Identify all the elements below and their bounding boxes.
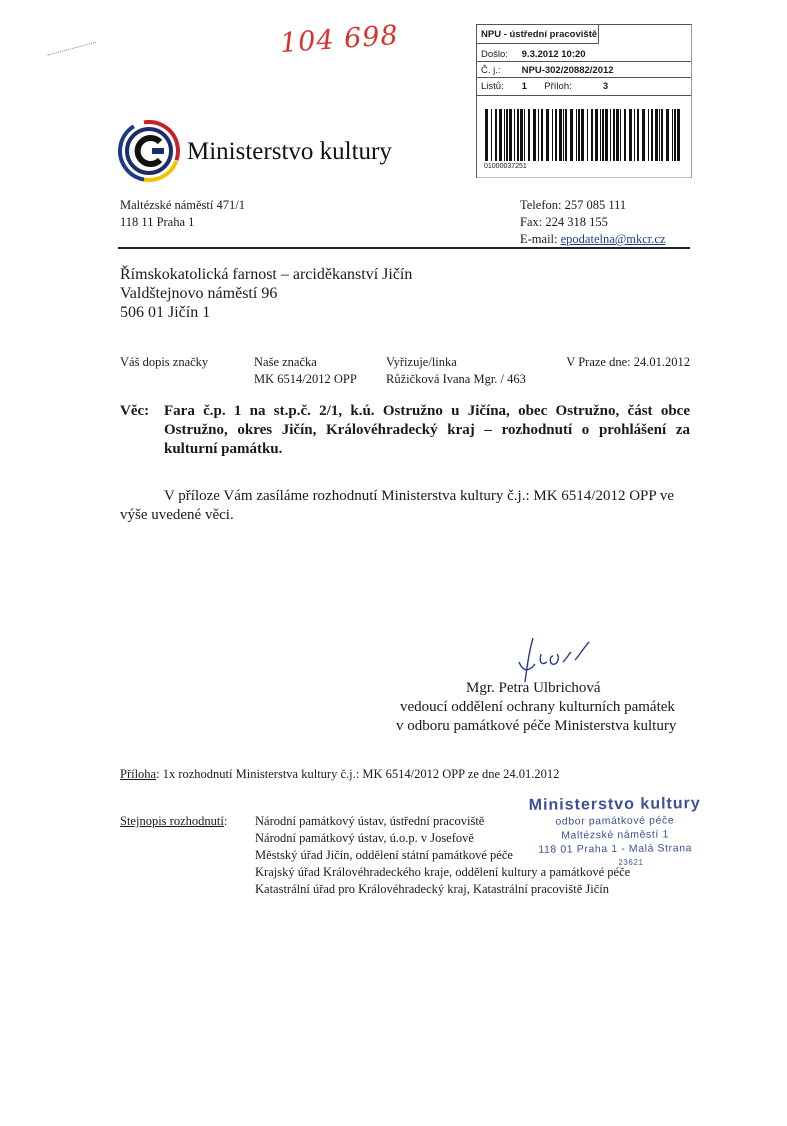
registry-stamp xyxy=(476,24,692,178)
stamp-row-sheets xyxy=(481,81,608,92)
our-ref-value: MK 6514/2012 OPP xyxy=(254,372,357,386)
signatory-name: Mgr. Petra Ulbrichová xyxy=(466,680,601,696)
letter-date: V Praze dne: 24.01.2012 xyxy=(566,355,690,369)
handwritten-number: 104 698 xyxy=(279,19,400,60)
barcode-bar xyxy=(520,109,523,161)
our-ref-label: Naše značka xyxy=(254,355,317,369)
subject-label: Věc: xyxy=(120,403,150,419)
sender-fax: Fax: 224 318 155 xyxy=(520,215,608,229)
barcode-bar xyxy=(605,109,608,161)
ministry-stamp-line5: 23621 xyxy=(618,857,644,867)
barcode-bar xyxy=(587,109,588,161)
copies-label: Stejnopis rozhodnutí xyxy=(120,814,224,828)
barcode-bar xyxy=(629,109,632,161)
barcode-bar xyxy=(509,109,512,161)
sender-email-link[interactable]: epodatelna@mkcr.cz xyxy=(560,232,666,246)
barcode-bar xyxy=(661,109,663,161)
stamp-row-received xyxy=(481,49,586,60)
barcode-bar xyxy=(655,109,658,161)
sender-contacts xyxy=(520,197,666,248)
barcode-bar xyxy=(666,109,669,161)
signatory-title1: vedoucí oddělení ochrany kulturních památek xyxy=(400,699,675,715)
barcode-bar xyxy=(552,109,553,161)
ministry-stamp-line4: 118 01 Praha 1 - Malá Strana xyxy=(538,842,693,856)
sender-email-row xyxy=(520,231,666,248)
barcode-bar xyxy=(524,109,525,161)
barcode-bar xyxy=(528,109,530,161)
barcode-bar xyxy=(642,109,645,161)
stamp-label: Příloh: xyxy=(544,81,572,92)
barcode-bar xyxy=(555,109,557,161)
copies-label-row xyxy=(120,813,227,830)
stamp-value: 1 xyxy=(521,81,527,92)
barcode-bar xyxy=(504,109,505,161)
barcode-bar xyxy=(659,109,660,161)
barcode-bar xyxy=(616,109,619,161)
barcode-bar xyxy=(559,109,562,161)
barcode-bar xyxy=(538,109,539,161)
list-item: Krajský úřad Královéhradeckého kraje, oddělení kultury a památkové péče xyxy=(255,865,631,879)
ministry-stamp xyxy=(500,795,731,871)
signatory-title2: v odboru památkové péče Ministerstva kultury xyxy=(396,718,677,734)
stamp-row-reference xyxy=(481,65,614,76)
our-ref xyxy=(254,354,357,388)
handler xyxy=(386,354,526,388)
stamp-label: Č. j.: xyxy=(481,65,501,76)
stamp-divider xyxy=(477,95,691,96)
barcode-bar xyxy=(485,109,488,161)
attachment-text: : 1x rozhodnutí Ministerstva kultury č.j.: MK 6514/2012 OPP ze dne 24.01.2012 xyxy=(156,767,560,781)
stamp-title: NPU - ústřední pracoviště xyxy=(481,29,598,40)
recipient-line3: 506 01 Jičín 1 xyxy=(120,304,211,321)
recipient-line1: Římskokatolická farnost – arciděkanství Jičín xyxy=(120,266,413,283)
handler-value: Růžičková Ivana Mgr. / 463 xyxy=(386,372,526,386)
barcode-bar xyxy=(578,109,580,161)
barcode-bar xyxy=(581,109,584,161)
recipient-line2: Valdštejnovo náměstí 96 xyxy=(120,285,278,302)
list-item: Národní památkový ústav, ú.o.p. v Josefově xyxy=(255,831,474,845)
ministry-logo-icon xyxy=(118,120,180,182)
sender-address xyxy=(120,197,245,231)
barcode-bar xyxy=(541,109,543,161)
subject-text: Fara č.p. 1 na st.p.č. 2/1, k.ú. Ostružno u Jičína, obec Ostružno, část obce Ostružno, okres Jičín, Královéhradecký kraj – rozhodnutí o prohlášení za kulturní památku. xyxy=(164,403,690,457)
stamp-label: Došlo: xyxy=(481,49,508,60)
body-paragraph: V příloze Vám zasíláme rozhodnutí Ministerstva kultury č.j.: MK 6514/2012 OPP ve výše uvedené věci. xyxy=(120,488,675,523)
ministry-name: Ministerstvo kultury xyxy=(187,138,392,165)
copies-colon: : xyxy=(223,814,228,828)
sender-address-line2: 118 11 Praha 1 xyxy=(120,215,195,229)
barcode-bar xyxy=(576,109,577,161)
list-item: Katastrální úřad pro Královéhradecký kraj, Katastrální pracoviště Jičín xyxy=(255,882,610,896)
barcode-bar xyxy=(620,109,621,161)
barcode-bar xyxy=(570,109,573,161)
sender-email-label: E-mail: xyxy=(520,232,558,246)
attachment-label: Příloha xyxy=(120,767,157,781)
stamp-value: NPU-302/20882/2012 xyxy=(521,65,614,76)
stamp-value: 3 xyxy=(602,81,609,92)
barcode-bar xyxy=(491,109,492,161)
sender-address-line1: Maltézské náměstí 471/1 xyxy=(120,198,245,212)
barcode xyxy=(483,109,687,161)
barcode-bar xyxy=(648,109,649,161)
barcode-bar xyxy=(637,109,639,161)
ministry-stamp-line2: odbor památkové péče xyxy=(555,814,675,828)
handler-label: Vyřizuje/linka xyxy=(386,355,457,369)
barcode-bar xyxy=(595,109,598,161)
barcode-bar xyxy=(506,109,508,161)
barcode-bar xyxy=(517,109,519,161)
recipient-address xyxy=(120,265,412,322)
barcode-bar xyxy=(672,109,673,161)
barcode-bar xyxy=(563,109,564,161)
stamp-value: 9.3.2012 10:20 xyxy=(521,49,586,60)
ministry-stamp-line3: Maltézské náměstí 1 xyxy=(561,828,669,842)
list-item: Městský úřad Jičín, oddělení státní památkové péče xyxy=(255,848,513,862)
scan-smudge xyxy=(47,42,98,66)
barcode-bar xyxy=(565,109,567,161)
barcode-bar xyxy=(634,109,635,161)
stamp-divider xyxy=(477,61,691,62)
subject xyxy=(120,402,690,459)
list-item: Národní památkový ústav, ústřední pracoviště xyxy=(255,814,485,828)
header-divider xyxy=(118,247,690,249)
barcode-number: 01000037251 xyxy=(484,163,527,170)
barcode-bar xyxy=(533,109,536,161)
stamp-divider xyxy=(477,77,691,78)
stamp-label: Listů: xyxy=(481,81,504,92)
barcode-bar xyxy=(610,109,611,161)
barcode-bar xyxy=(591,109,593,161)
barcode-bar xyxy=(651,109,653,161)
barcode-bar xyxy=(624,109,626,161)
ministry-stamp-line1: Ministerstvo kultury xyxy=(528,795,701,814)
sender-phone: Telefon: 257 085 111 xyxy=(520,198,627,212)
barcode-bar xyxy=(499,109,502,161)
barcode-bar xyxy=(514,109,515,161)
attachment xyxy=(120,766,559,783)
your-ref-label: Váš dopis značky xyxy=(120,355,209,369)
barcode-bar xyxy=(546,109,549,161)
barcode-bar xyxy=(677,109,680,161)
barcode-bar xyxy=(674,109,676,161)
barcode-bar xyxy=(602,109,604,161)
barcode-bar xyxy=(600,109,601,161)
barcode-bar xyxy=(613,109,615,161)
barcode-bar xyxy=(495,109,497,161)
